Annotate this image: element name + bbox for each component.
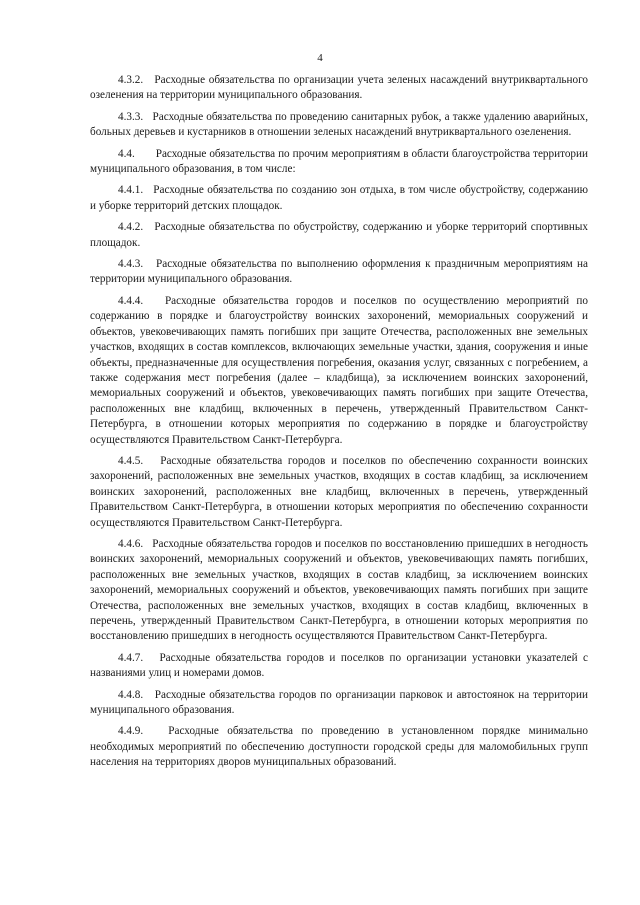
paragraph-4-3-2: 4.3.2. Расходные обязательства по организации учета зеленых насаждений внутриквартального озеленения на территории муниципального образования. <box>90 74 588 102</box>
paragraph-4-4-8: 4.4.8. Расходные обязательства городов по организации парковок и автостоянок на территории муниципального образования. <box>90 688 588 717</box>
paragraph-4-3-3: 4.3.3. Расходные обязательства по проведению санитарных рубок, а также удалению аварийных, больных деревьев и кустарников в отношении зеленых насаждений внутриквартального озеленения. <box>90 110 588 139</box>
paragraph-4-4-9: 4.4.9. Расходные обязательства по проведению в установленном порядке минимально необходимых мероприятий по обеспечению доступности городской среды для маломобильных групп населения на территориях дворов муниципальных образований. <box>90 725 588 769</box>
document-body <box>90 73 588 777</box>
paragraph-4-4-3: 4.4.3. Расходные обязательства по выполнению оформления к праздничным мероприятиям на территории муниципального образования. <box>90 258 588 286</box>
paragraph-4-4-6: 4.4.6. Расходные обязательства городов и поселков по восстановлению пришедших в негодность воинских захоронений, мемориальных сооружений и объектов, увековечивающих память погибших, расположенных вне земельных участков, входящих в состав кладбищ, за исключением воинских захоронений, мемориальных сооружений и объектов, увековечивающих память погибших при защите Отечества, расположенных вне земельных участков, входящих в состав кладбищ, включенных в перечень, утвержденный Правительством Санкт-Петербурга, в отношении которых мероприятия по восстановлению пришедших в негодность осуществляются Правительством Санкт-Петербурга. <box>90 537 588 643</box>
paragraph-4-4-1: 4.4.1. Расходные обязательства по созданию зон отдыха, в том числе обустройству, содержанию и уборке территорий детских площадок. <box>90 184 588 212</box>
paragraph-4-4-4: 4.4.4. Расходные обязательства городов и поселков по осуществлению мероприятий по содержанию в порядке и благоустройству воинских захоронений, мемориальных сооружений и объектов, увековечивающих память погибших при защите Отечества, расположенных вне земельных участков, входящих в состав комплексов, включающих земельные участки, здания, сооружения и иные объекты, предназначенные для осуществления погребения, оказания услуг, связанных с погребением, а также содержания мест погребения (далее – кладбища), за исключением воинских захоронений, мемориальных сооружений и объектов, увековечивающих память погибших при защите Отечества, расположенных вне кладбищ, включенных в перечень, утвержденный Правительством Санкт-Петербурга, в отношении которых мероприятия по содержанию в порядке и благоустройству осуществляются Правительством Санкт-Петербурга. <box>90 294 588 446</box>
paragraph-4-4-5: 4.4.5. Расходные обязательства городов и поселков по обеспечению сохранности воинских захоронений, расположенных вне земельных участков, входящих в состав кладбищ, за исключением воинских захоронений, расположенных вне кладбищ, включенных в перечень, утвержденный Правительством Санкт-Петербурга, в отношении которых мероприятия по обеспечению сохранности осуществляются Правительством Санкт-Петербурга. <box>90 454 588 529</box>
paragraph-4-4-7: 4.4.7. Расходные обязательства городов и поселков по организации установки указателей с названиями улиц и номерами домов. <box>90 651 588 680</box>
paragraph-4-4: 4.4. Расходные обязательства по прочим мероприятиям в области благоустройства территории муниципального образования, в том числе: <box>90 147 588 176</box>
page-number: 4 <box>317 52 323 64</box>
paragraph-4-4-2: 4.4.2. Расходные обязательства по обустройству, содержанию и уборке территорий спортивных площадок. <box>90 221 588 249</box>
